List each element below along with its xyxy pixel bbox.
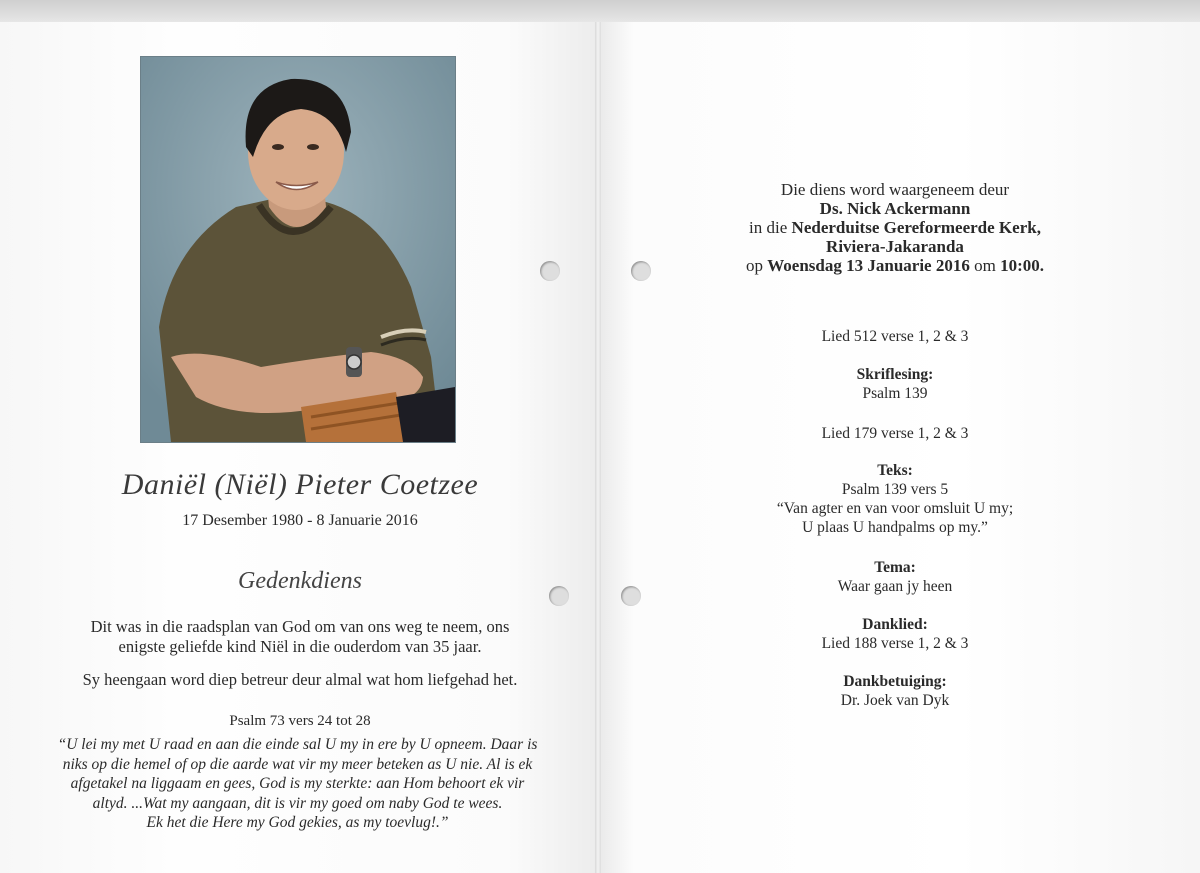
hymn-1: Lied 512 verse 1, 2 & 3	[821, 328, 969, 345]
theme-heading: Tema:	[874, 559, 916, 576]
church-location: Riviera-Jakaranda	[826, 237, 964, 256]
text-block	[740, 461, 1050, 537]
reading-text: Psalm 139	[862, 385, 928, 402]
theme-block	[740, 558, 1050, 596]
theme-text: Waar gaan jy heen	[837, 578, 953, 595]
church-prefix: in die	[749, 218, 792, 237]
thanks-hymn-block	[740, 615, 1050, 653]
thanks-block	[740, 672, 1050, 710]
time-prefix: om	[969, 256, 1001, 275]
reading-heading: Skriflesing:	[856, 366, 934, 383]
thanks-text: Dr. Joek van Dyk	[840, 692, 950, 709]
right-page	[598, 22, 1200, 873]
thanks-hymn-text: Lied 188 verse 1, 2 & 3	[821, 635, 969, 652]
page-fold	[595, 22, 601, 873]
text-quote-line: “Van agter en van voor omsluit U my;	[776, 500, 1014, 517]
punch-hole	[631, 261, 651, 281]
portrait-photo	[141, 57, 455, 442]
psalm-line: niks op die hemel of op die aarde wat vir my meer beteken as U nie. Al is ek	[62, 755, 533, 773]
thanks-hymn-heading: Danklied:	[862, 616, 928, 633]
text-reference: Psalm 139 vers 5	[841, 481, 949, 498]
service-datetime	[700, 256, 1090, 275]
service-date: Woensdag 13 Januarie 2016	[767, 256, 970, 275]
punch-hole	[549, 586, 569, 606]
hymn-2: Lied 179 verse 1, 2 & 3	[821, 425, 969, 442]
church-name: Nederduitse Gereformeerde Kerk,	[791, 218, 1041, 237]
psalm-reference: Psalm 73 vers 24 tot 28	[229, 713, 371, 729]
portrait-illustration	[141, 57, 455, 442]
life-dates: 17 Desember 1980 - 8 Januarie 2016	[182, 512, 418, 529]
thanks-heading: Dankbetuiging:	[843, 673, 947, 690]
psalm-line: afgetakel na liggaam en gees, God is my sterkte: aan Hom behoort ek vir	[70, 775, 525, 792]
psalm-quote	[30, 735, 565, 833]
service-intro	[700, 180, 1090, 275]
minister-name: Ds. Nick Ackermann	[819, 199, 971, 218]
memorial-heading: Gedenkdiens	[238, 568, 362, 594]
text-quote-line: U plaas U handpalms op my.”	[802, 519, 988, 536]
scan-top-edge	[0, 0, 1200, 22]
deceased-name: Daniël (Niël) Pieter Coetzee	[121, 468, 479, 501]
announcement-line: enigste geliefde kind Niël in die ouderdom van 35 jaar.	[118, 637, 482, 656]
church-line	[700, 218, 1090, 237]
psalm-line: Ek het die Here my God gekies, as my toevlug!.”	[146, 814, 449, 831]
psalm-line: altyd. ...Wat my aangaan, dit is vir my goed om naby God te wees.	[92, 794, 503, 812]
reading-block	[740, 365, 1050, 403]
intro-line: Die diens word waargeneem deur	[780, 180, 1010, 199]
psalm-line: “U lei my met U raad en aan die einde sal U my in ere by U opneem. Daar is	[57, 736, 538, 753]
announcement-line: Dit was in die raadsplan van God om van ons weg te neem, ons	[90, 617, 510, 636]
service-time: 10:00.	[1000, 256, 1044, 275]
text-heading: Teks:	[877, 462, 913, 479]
date-prefix: op	[745, 256, 768, 275]
announcement-paragraph	[45, 617, 555, 657]
mourning-paragraph: Sy heengaan word diep betreur deur almal wat hom liefgehad het.	[82, 670, 518, 689]
punch-hole	[621, 586, 641, 606]
punch-hole	[540, 261, 560, 281]
